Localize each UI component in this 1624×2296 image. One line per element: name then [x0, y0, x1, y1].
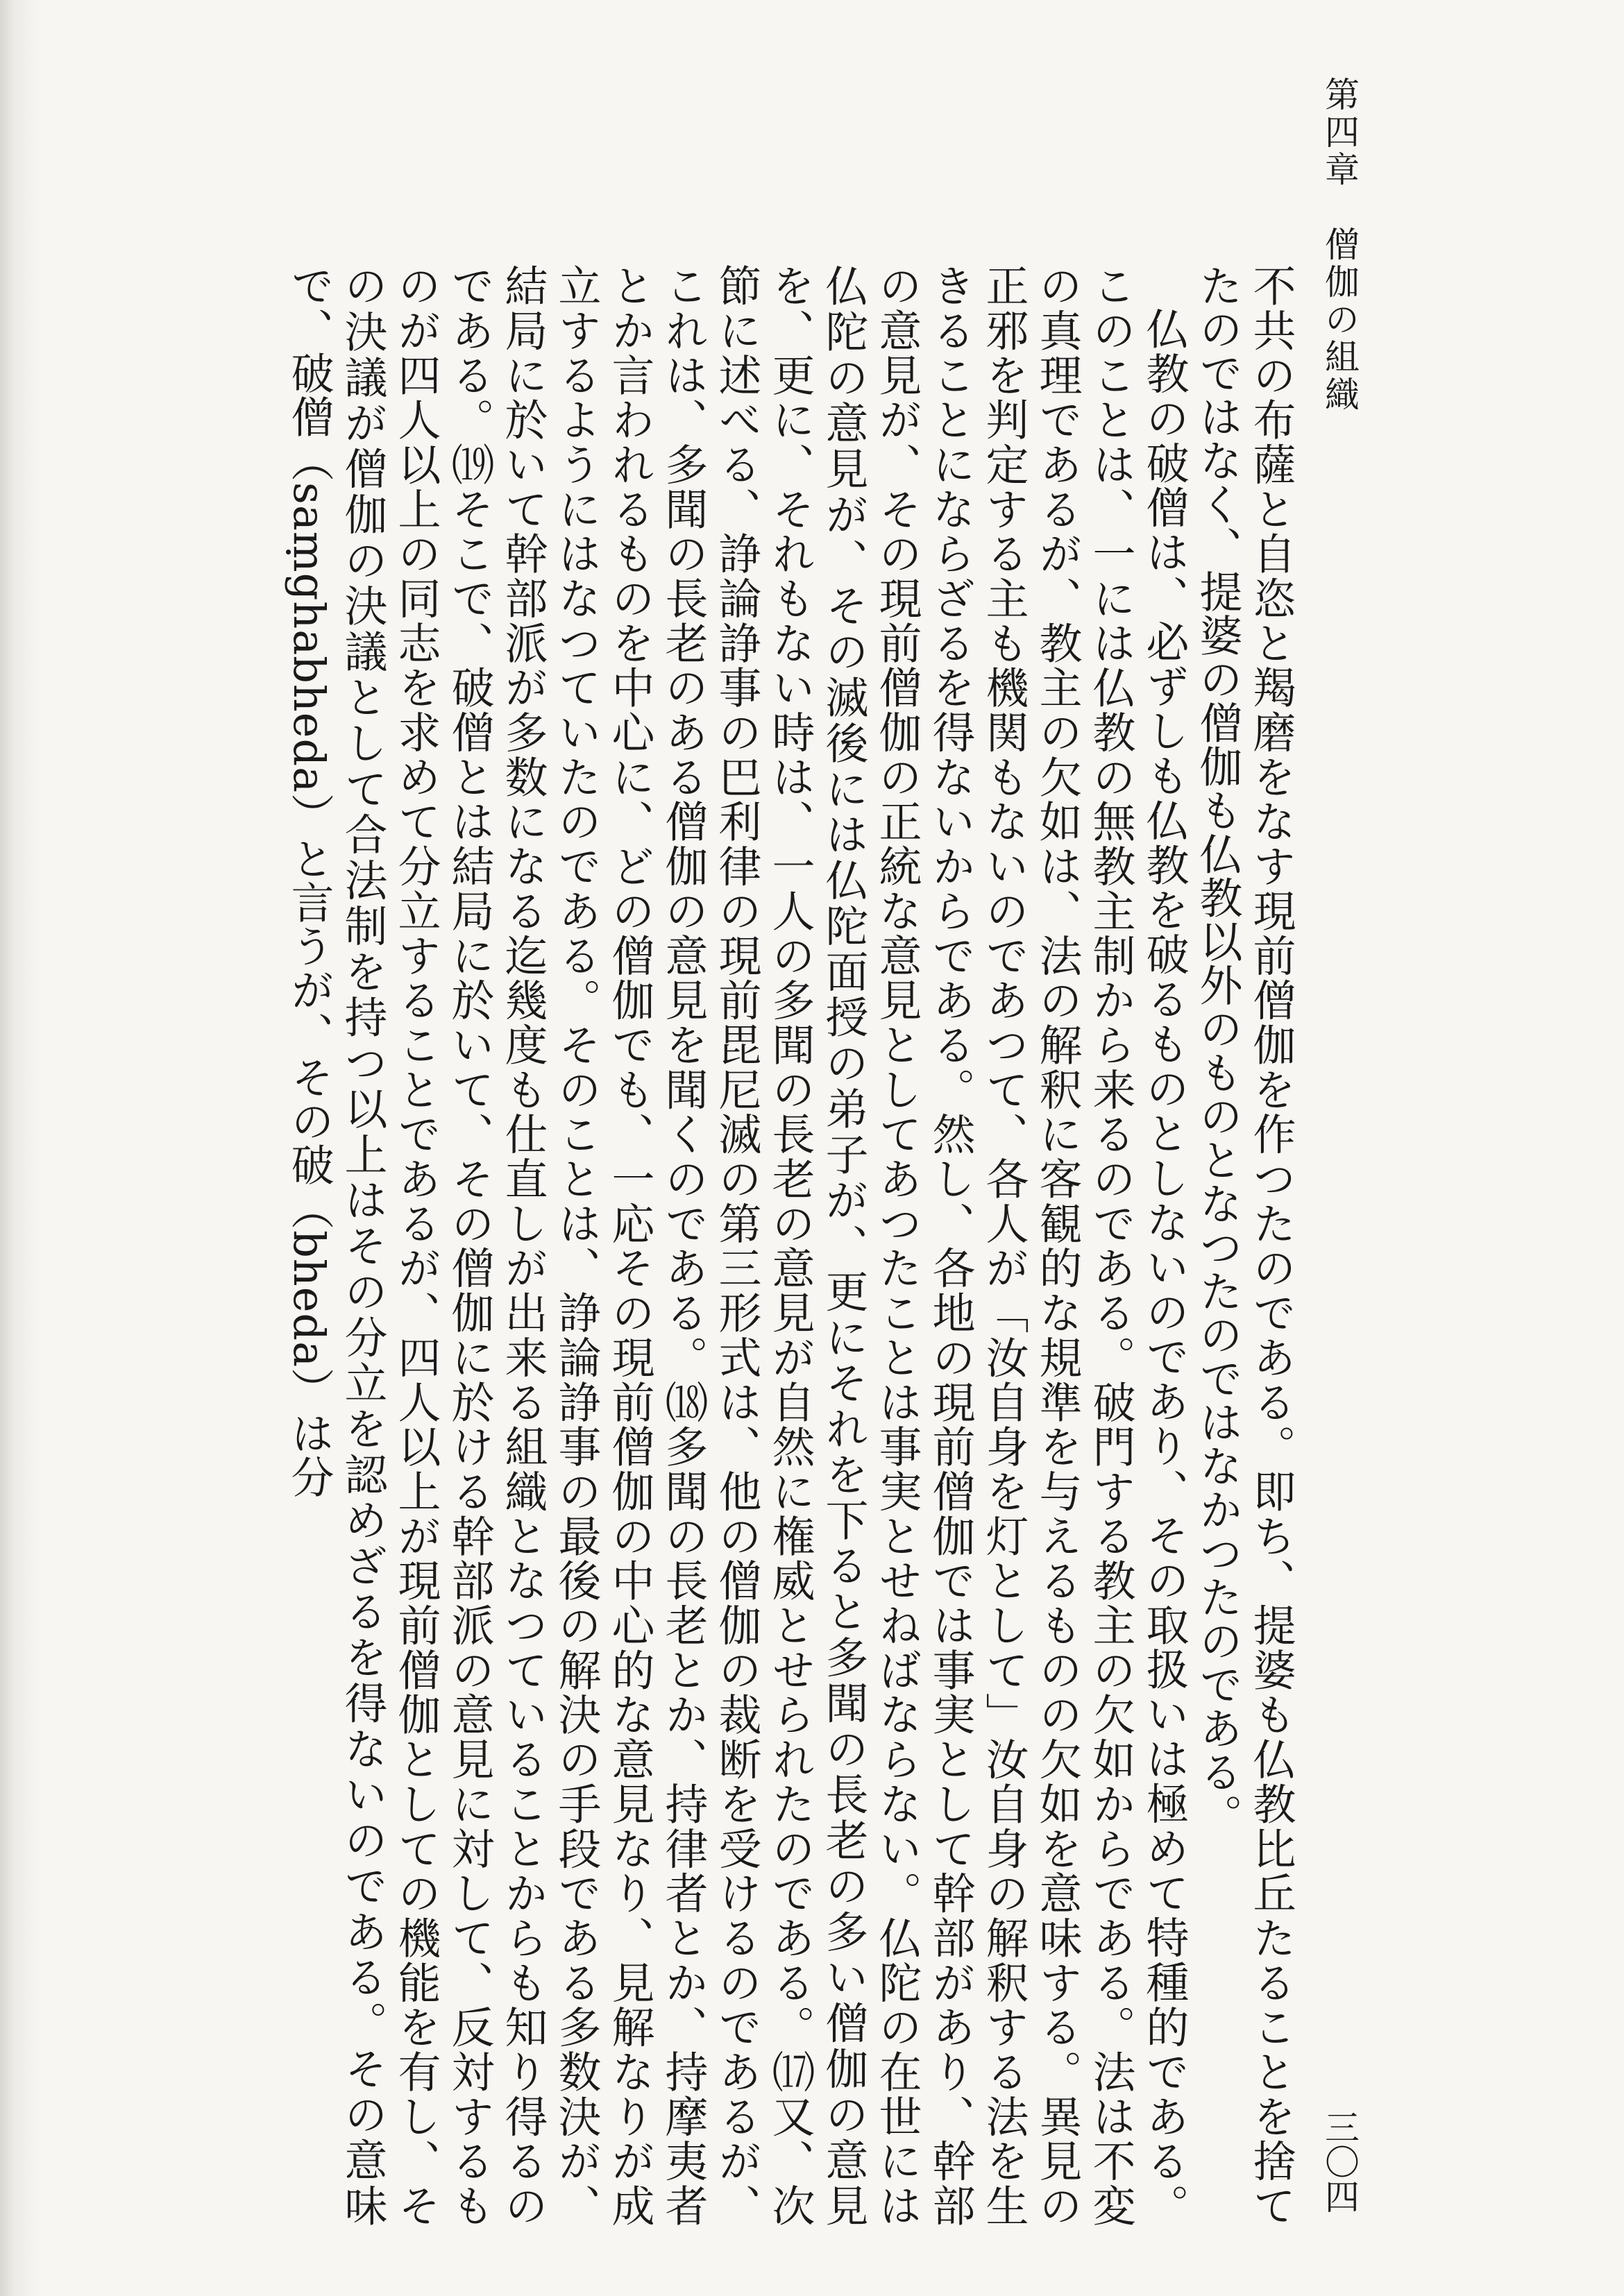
page-number-text: 三〇四 — [1319, 2109, 1360, 2213]
paragraph: 不共の布薩と自恣と羯磨をなす現前僧伽を作つたのである。即ち、提婆も仏教比丘たることを捨てたのではなく、提婆の僧伽も仏教以外のものとなつたのではなかつたのである。 — [1192, 264, 1296, 2227]
running-header: 第四章 僧伽の組織 — [1319, 76, 1360, 414]
paragraph: 仏教の破僧は、必ずしも仏教を破るものとしないのであり、その取扱いは極めて特種的である。このことは、一には仏教の無教主制から来るのである。破門する教主の欠如からである。法は不変の真理であるが、教主の欠如は、法の解釈に客観的な規準を与えるものの欠如を意味する。異見の正邪を判定する主も機関もないのであつて、各人が「汝自身を灯として」汝自身の解釈する法を生きることにならざるを得ないからである。然し、各地の現前僧伽では事実として幹部があり、幹部の意見が、その現前僧伽の正統な意見としてあつたことは事実とせねばならない。仏陀の在世には仏陀の意見が、その滅後には仏陀面授の弟子が、更にそれを下ると多聞の長老の多い僧伽の意見を、更に、それもない時は、一人の多聞の長老の意見が自然に権威とせられたのである。⒄又、次節に述べる、諍論諍事の巴利律の現前毘尼滅の第三形式は、他の僧伽の裁断を受けるのであるが、これは、多聞の長老のある僧伽の意見を聞くのである。⒅多聞の長老とか、持律者とか、持摩夷者とか言われるものを中心に、どの僧伽でも、一応その現前僧伽の中心的な意見なり、見解なりが成立するようにはなつていたのである。そのことは、諍論諍事の最後の解決の手段である多数決が、結局に於いて幹部派が多数になる迄幾度も仕直しが出来る組織となつていることからも知り得るのである。⒆そこで、破僧とは結局に於いて、その僧伽に於ける幹部派の意見に対して、反対するものが四人以上の同志を求めて分立することであるが、四人以上が現前僧伽としての機能を有し、その決議が僧伽の決議として合法制を持つ以上はその分立を認めざるを得ないのである。その意味で、破僧（saṃghabheda）と言うが、その破（bheda）は分 — [284, 264, 1190, 2227]
page-number — [1319, 76, 1360, 2213]
body-text — [222, 264, 1298, 2227]
scan-edge-shadow — [0, 0, 42, 2296]
